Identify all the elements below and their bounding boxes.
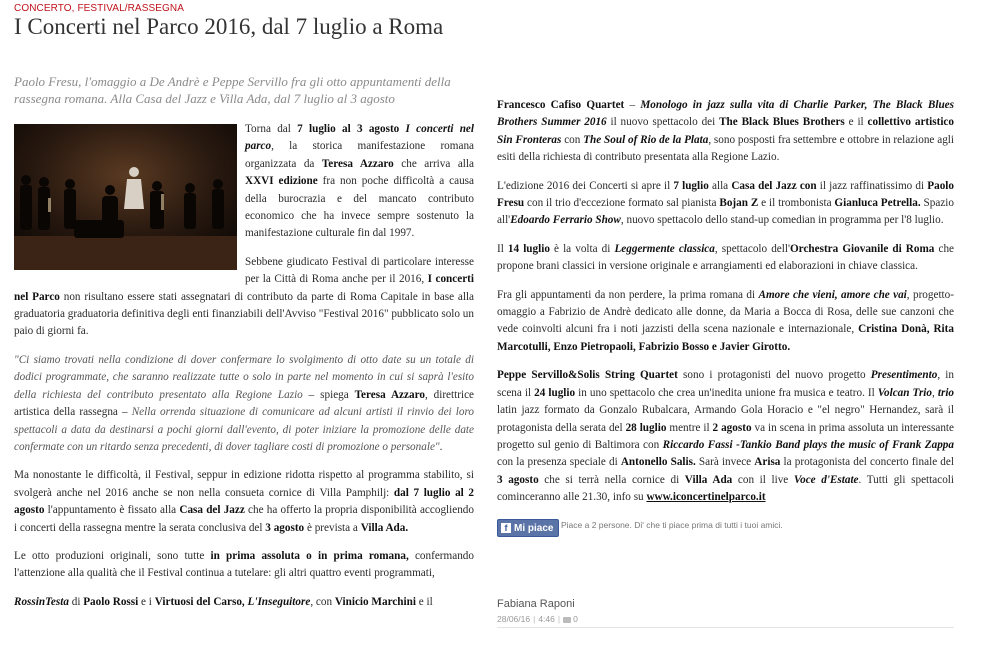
concert-photo (14, 124, 237, 270)
right-paragraph-4: Fra gli appuntamenti da non perdere, la prima romana di Amore che vieni, amore che vai, progetto-omaggio a Fabrizio de Andrè dedicato alle donne, da Maria a Bocca di Rosa, delle sue canzoni che vede coinvolti alcuni fra i noti jazzisti della scena nazionale e internazionale, Cristina Donà, Rita Marcotulli, Enzo Pietropaoli, Fabrizio Bosso e Javier Girotto. (497, 288, 954, 353)
category-breadcrumb (14, 3, 184, 14)
article-body-left (14, 121, 474, 622)
author-name[interactable]: Fabiana Raponi (497, 598, 575, 610)
article-subtitle: Paolo Fresu, l'omaggio a De Andrè e Peppe Servillo fra gli otto appuntamenti della rassegna romana. Alla Casa del Jazz e Villa Ada, dal 7 luglio al 3 agosto (14, 74, 451, 106)
right-paragraph-5: Peppe Servillo&Solis String Quartet sono i protagonisti del nuovo progetto Presentimento, in scena il 24 luglio in uno spettacolo che crea un'inedita unione fra musica e teatro. Il Volcan Trio, trio latin jazz formato da Gonzalo Rubalcara, Armando Gola Horacio e "el negro" Hernandez, sarà il protagonista della serata del 28 luglio mentre il 2 agosto va in scena in prima assoluta un interessante progetto sul genio di Baltimora con Riccardo Fassi -Tankio Band plays the music of Frank Zappa con la presenza speciale di Antonello Salis. Sarà invece Arisa la protagonista del concerto finale del 3 agosto che si terrà nella cornice di Villa Ada con il live Voce d'Estate. Tutti gli spettacoli cominceranno alle 21.30, info su www.iconcertinelparco.it (497, 369, 955, 504)
right-paragraph-2: L'edizione 2016 dei Concerti si apre il 7 luglio alla Casa del Jazz con il jazz raffinatissimo di Paolo Fresu con il trio d'eccezione formato sal pianista Bojan Z e il trombonista Gianluca Petrella. Spazio all'Edoardo Ferrario Show, nuovo spettacolo dello stand-up comedian in programma per l'8 luglio. (497, 179, 954, 227)
post-meta: 28/06/16 | 4:46 | 0 (497, 614, 578, 624)
right-paragraph-3: Il 14 luglio è la volta di Leggermente classica, spettacolo dell'Orchestra Giovanile di Roma che propone brani classici in versione originale e arrangiamenti ed elaborazioni in chiave classica. (497, 242, 955, 273)
facebook-like-button[interactable] (497, 519, 559, 537)
left-paragraph-2: Sebbene giudicato Festival di particolare interesse per la Città di Roma anche per il 2016, I concerti nel Parco non risultano essere stati assegnatari di contributo da parte di Roma Capitale in base alla graduatoria graduatoria definitiva degli enti finanziabili dell'Avviso "Festival 2016" pubblicato solo un paio di giorni fa. (14, 255, 475, 338)
comment-count[interactable]: 0 (573, 614, 578, 624)
category-separator: , (71, 3, 78, 14)
article-body-right (497, 97, 954, 518)
facebook-like-label: Mi piace (514, 522, 554, 534)
left-paragraph-4: Ma nonostante le difficoltà, il Festival, seppur in edizione ridotta rispetto al programma stabilito, si svolgerà anche nel 2016 anche se non nella consueta cornice di Villa Pamphilj: dal 7 luglio al 2 agosto l'appuntamento è fissato alla Casa del Jazz che ha offerto la propria disponibilità accogliendo i concerti della rassegna mentre la serata conclusiva del 3 agosto è prevista a Villa Ada. (14, 469, 474, 534)
facebook-like-text: Piace a 2 persone. Di' che ti piace prima di tutti i tuoi amici. (561, 520, 783, 530)
facebook-like-widget (497, 519, 787, 537)
facebook-f-icon: f (501, 523, 511, 533)
right-paragraph-1: Francesco Cafiso Quartet – Monologo in jazz sulla vita di Charlie Parker, The Black Blues Brothers Summer 2016 il nuovo spettacolo dei The Black Blues Brothers e il collettivo artistico Sin Fronteras con The Soul of Rio de la Plata, sono posposti fra settembre e ottobre in relazione agli esiti della richiesta di contributo presentata alla Regione Lazio. (497, 99, 955, 164)
footer-divider (497, 627, 954, 628)
article-title: I Concerti nel Parco 2016, dal 7 luglio a Roma (14, 14, 444, 39)
left-paragraph-1: Torna dal 7 luglio al 3 agosto I concerti nel parco, la storica manifestazione romana organizzata da Teresa Azzaro che arriva alla XXVI edizione fra non poche difficoltà a causa della burocrazia e del mancato contributo economico che ha invece sempre sostenuto la manifestazione culturale fin dal 1997. (245, 123, 475, 240)
left-paragraph-3-quote: "Ci siamo trovati nella condizione di dover confermare lo svolgimento di otto date su un totale di dodici programmate, che saranno realizzate tutte o solo in parte nel momento in cui si saprà l'esito della richiesta del contributo presentato alla Regione Lazio – spiega Teresa Azzaro, direttrice artistica della rassegna – Nella orrenda situazione di comunicare ad alcuni artisti il rinvio dei loro spettacoli a data da destinarsi a pochi giorni dall'evento, di poter iniziare la promozione delle date confermate con un ritardo senza precedenti, di dover tagliare costi di promozione o personale". (14, 353, 474, 453)
concert-photo-image (14, 124, 237, 270)
comment-icon[interactable] (563, 617, 571, 623)
category-link-concerto[interactable]: CONCERTO (14, 3, 72, 14)
left-paragraph-6: RossinTesta di Paolo Rossi e i Virtuosi del Carso, L'Inseguitore, con Vinicio Marchini e il (14, 595, 433, 608)
post-date: 28/06/16 (497, 614, 531, 624)
left-paragraph-5: Le otto produzioni originali, sono tutte in prima assoluta o in prima romana, confermando l'attenzione alla qualità che il Festival continua a tutelare: gli altri quattro eventi programmati, (14, 549, 474, 580)
post-time: 4:46 (538, 614, 555, 624)
category-link-festival[interactable]: FESTIVAL/RASSEGNA (77, 3, 184, 14)
